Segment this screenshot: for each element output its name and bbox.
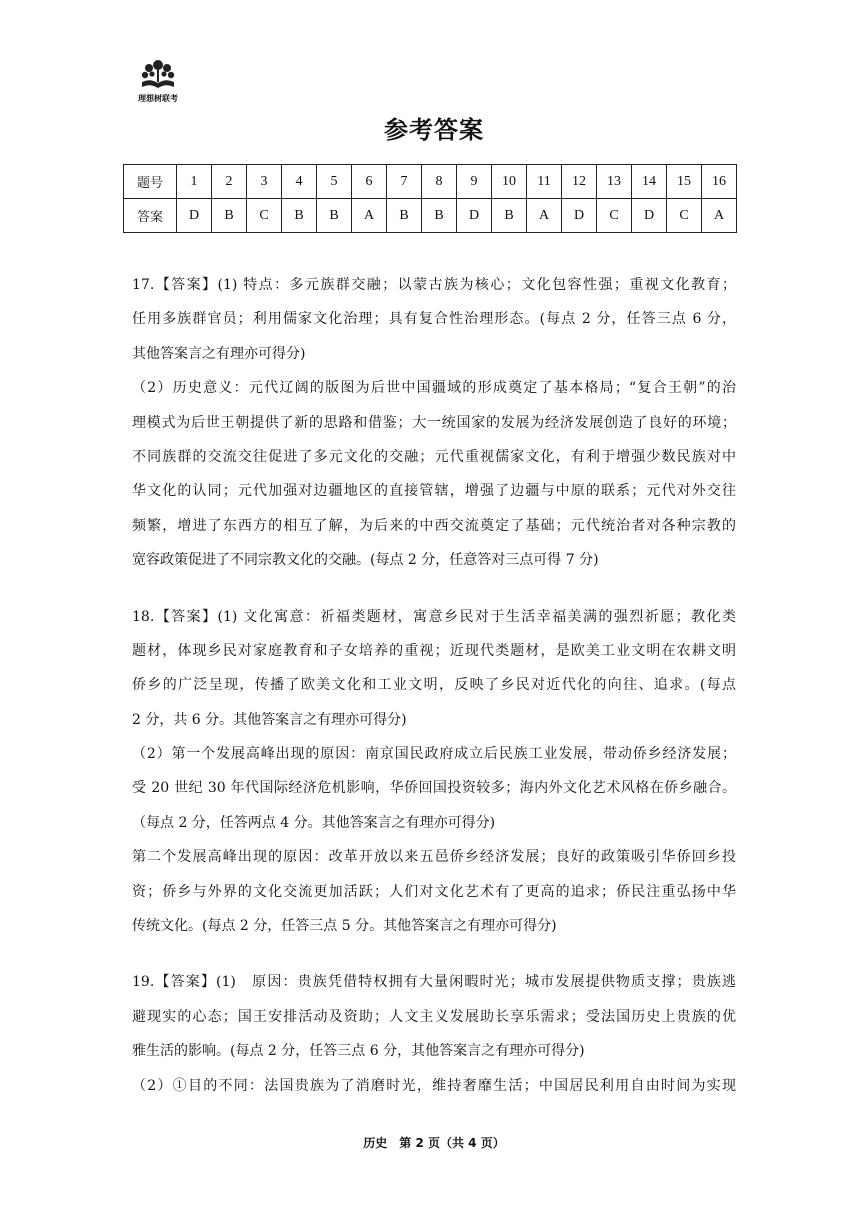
answer-cell: B (212, 199, 247, 233)
question-17-answer (132, 268, 736, 578)
question-number: 12 (562, 165, 597, 199)
question-number: 11 (527, 165, 562, 199)
text-line: 题材，体现乡民对家庭教育和子女培养的重视；近现代类题材，是欧美工业文明在农耕文明 (132, 642, 736, 659)
text-line: 宽容政策促进了不同宗教文化的交融。(每点 2 分，任意答对三点可得 7 分) (132, 552, 599, 569)
text-line: 理模式为后世王朝提供了新的思路和借鉴；大一统国家的发展为经济发展创造了良好的环境； (132, 414, 736, 431)
answer-cell: C (667, 199, 702, 233)
text-line: 18.【答案】(1) 文化寓意：祈福类题材，寓意乡民对于生活幸福美满的强烈祈愿；教化类 (132, 608, 736, 625)
answer-cell: D (457, 199, 492, 233)
page-footer: 历史 第 2 页（共 4 页） (363, 1136, 505, 1150)
text-line: 任用多族群官员；利用儒家文化治理；具有复合性治理形态。(每点 2 分，任答三点 6 分， (132, 311, 736, 328)
question-number: 13 (597, 165, 632, 199)
answer-cell: B (387, 199, 422, 233)
question-number: 6 (352, 165, 387, 199)
page-title: 参考答案 (384, 116, 484, 144)
question-number: 15 (667, 165, 702, 199)
question-number: 10 (492, 165, 527, 199)
text-line: 第二个发展高峰出现的原因：改革开放以来五邑侨乡经济发展；良好的政策吸引华侨回乡投 (132, 849, 736, 866)
text-line: （2）历史意义：元代辽阔的版图为后世中国疆域的形成奠定了基本格局；“复合王朝”的治 (132, 380, 736, 397)
question-19-answer (132, 965, 736, 1103)
question-18-answer (132, 600, 736, 944)
logo-text: 理想树联考 (138, 94, 178, 103)
answer-row (124, 199, 737, 233)
text-line: 传统文化。(每点 2 分，任答三点 5 分。其他答案言之有理亦可得分) (132, 918, 557, 935)
answer-cell: D (177, 199, 212, 233)
text-line: 受 20 世纪 30 年代国际经济危机影响，华侨回国投资较多；海内外文化艺术风格在侨乡融合。 (132, 780, 736, 797)
question-number: 2 (212, 165, 247, 199)
text-line: 2 分，共 6 分。其他答案言之有理亦可得分) (132, 711, 407, 728)
answer-content (132, 268, 736, 1103)
answer-cell: D (632, 199, 667, 233)
text-line: 侨乡的广泛呈现，传播了欧美文化和工业文明，反映了乡民对近代化的向往、追求。(每点 (132, 677, 736, 694)
text-line: 不同族群的交流交往促进了多元文化的交融；元代重视儒家文化，有利于增强少数民族对中 (132, 448, 736, 465)
text-line: （2）①目的不同：法国贵族为了消磨时光，维持奢靡生活；中国居民利用自由时间为实现 (132, 1077, 736, 1094)
question-number: 3 (247, 165, 282, 199)
question-number: 1 (177, 165, 212, 199)
text-line: （每点 2 分，任答两点 4 分。其他答案言之有理亦可得分) (132, 814, 496, 831)
question-number: 14 (632, 165, 667, 199)
text-line: 19.【答案】(1) 原因：贵族凭借特权拥有大量闲暇时光；城市发展提供物质支撑；贵族逃 (132, 974, 736, 991)
text-line: 其他答案言之有理亦可得分) (132, 345, 306, 362)
question-number: 8 (422, 165, 457, 199)
tree-book-logo-icon (138, 58, 178, 92)
answer-cell: B (317, 199, 352, 233)
question-number: 5 (317, 165, 352, 199)
text-line: 避现实的心态；国王安排活动及资助；人文主义发展助长享乐需求；受法国历史上贵族的优 (132, 1008, 736, 1025)
answer-table (123, 164, 737, 233)
logo (130, 58, 186, 104)
question-number: 4 (282, 165, 317, 199)
question-number: 9 (457, 165, 492, 199)
answer-cell: D (562, 199, 597, 233)
text-line: 雅生活的影响。(每点 2 分，任答三点 6 分，其他答案言之有理亦可得分) (132, 1043, 585, 1060)
text-line: （2）第一个发展高峰出现的原因：南京国民政府成立后民族工业发展，带动侨乡经济发展； (132, 746, 736, 763)
answer-cell: A (527, 199, 562, 233)
answer-cell: B (282, 199, 317, 233)
text-line: 17.【答案】(1) 特点：多元族群交融；以蒙古族为核心；文化包容性强；重视文化教育； (132, 277, 736, 293)
answer-cell: A (352, 199, 387, 233)
text-line: 华文化的认同；元代加强对边疆地区的直接管辖，增强了边疆与中原的联系；元代对外交往 (132, 483, 736, 500)
answer-cell: A (702, 199, 737, 233)
question-number: 16 (702, 165, 737, 199)
answer-cell: C (247, 199, 282, 233)
row-label-number: 题号 (124, 165, 177, 199)
answer-cell: B (422, 199, 457, 233)
row-label-answer: 答案 (124, 199, 177, 233)
answer-cell: B (492, 199, 527, 233)
text-line: 资；侨乡与外界的文化交流更加活跃；人们对文化艺术有了更高的追求；侨民注重弘扬中华 (132, 883, 736, 900)
text-line: 频繁，增进了东西方的相互了解，为后来的中西交流奠定了基础；元代统治者对各种宗教的 (132, 517, 736, 534)
answer-cell: C (597, 199, 632, 233)
question-number-row (124, 165, 737, 199)
question-number: 7 (387, 165, 422, 199)
